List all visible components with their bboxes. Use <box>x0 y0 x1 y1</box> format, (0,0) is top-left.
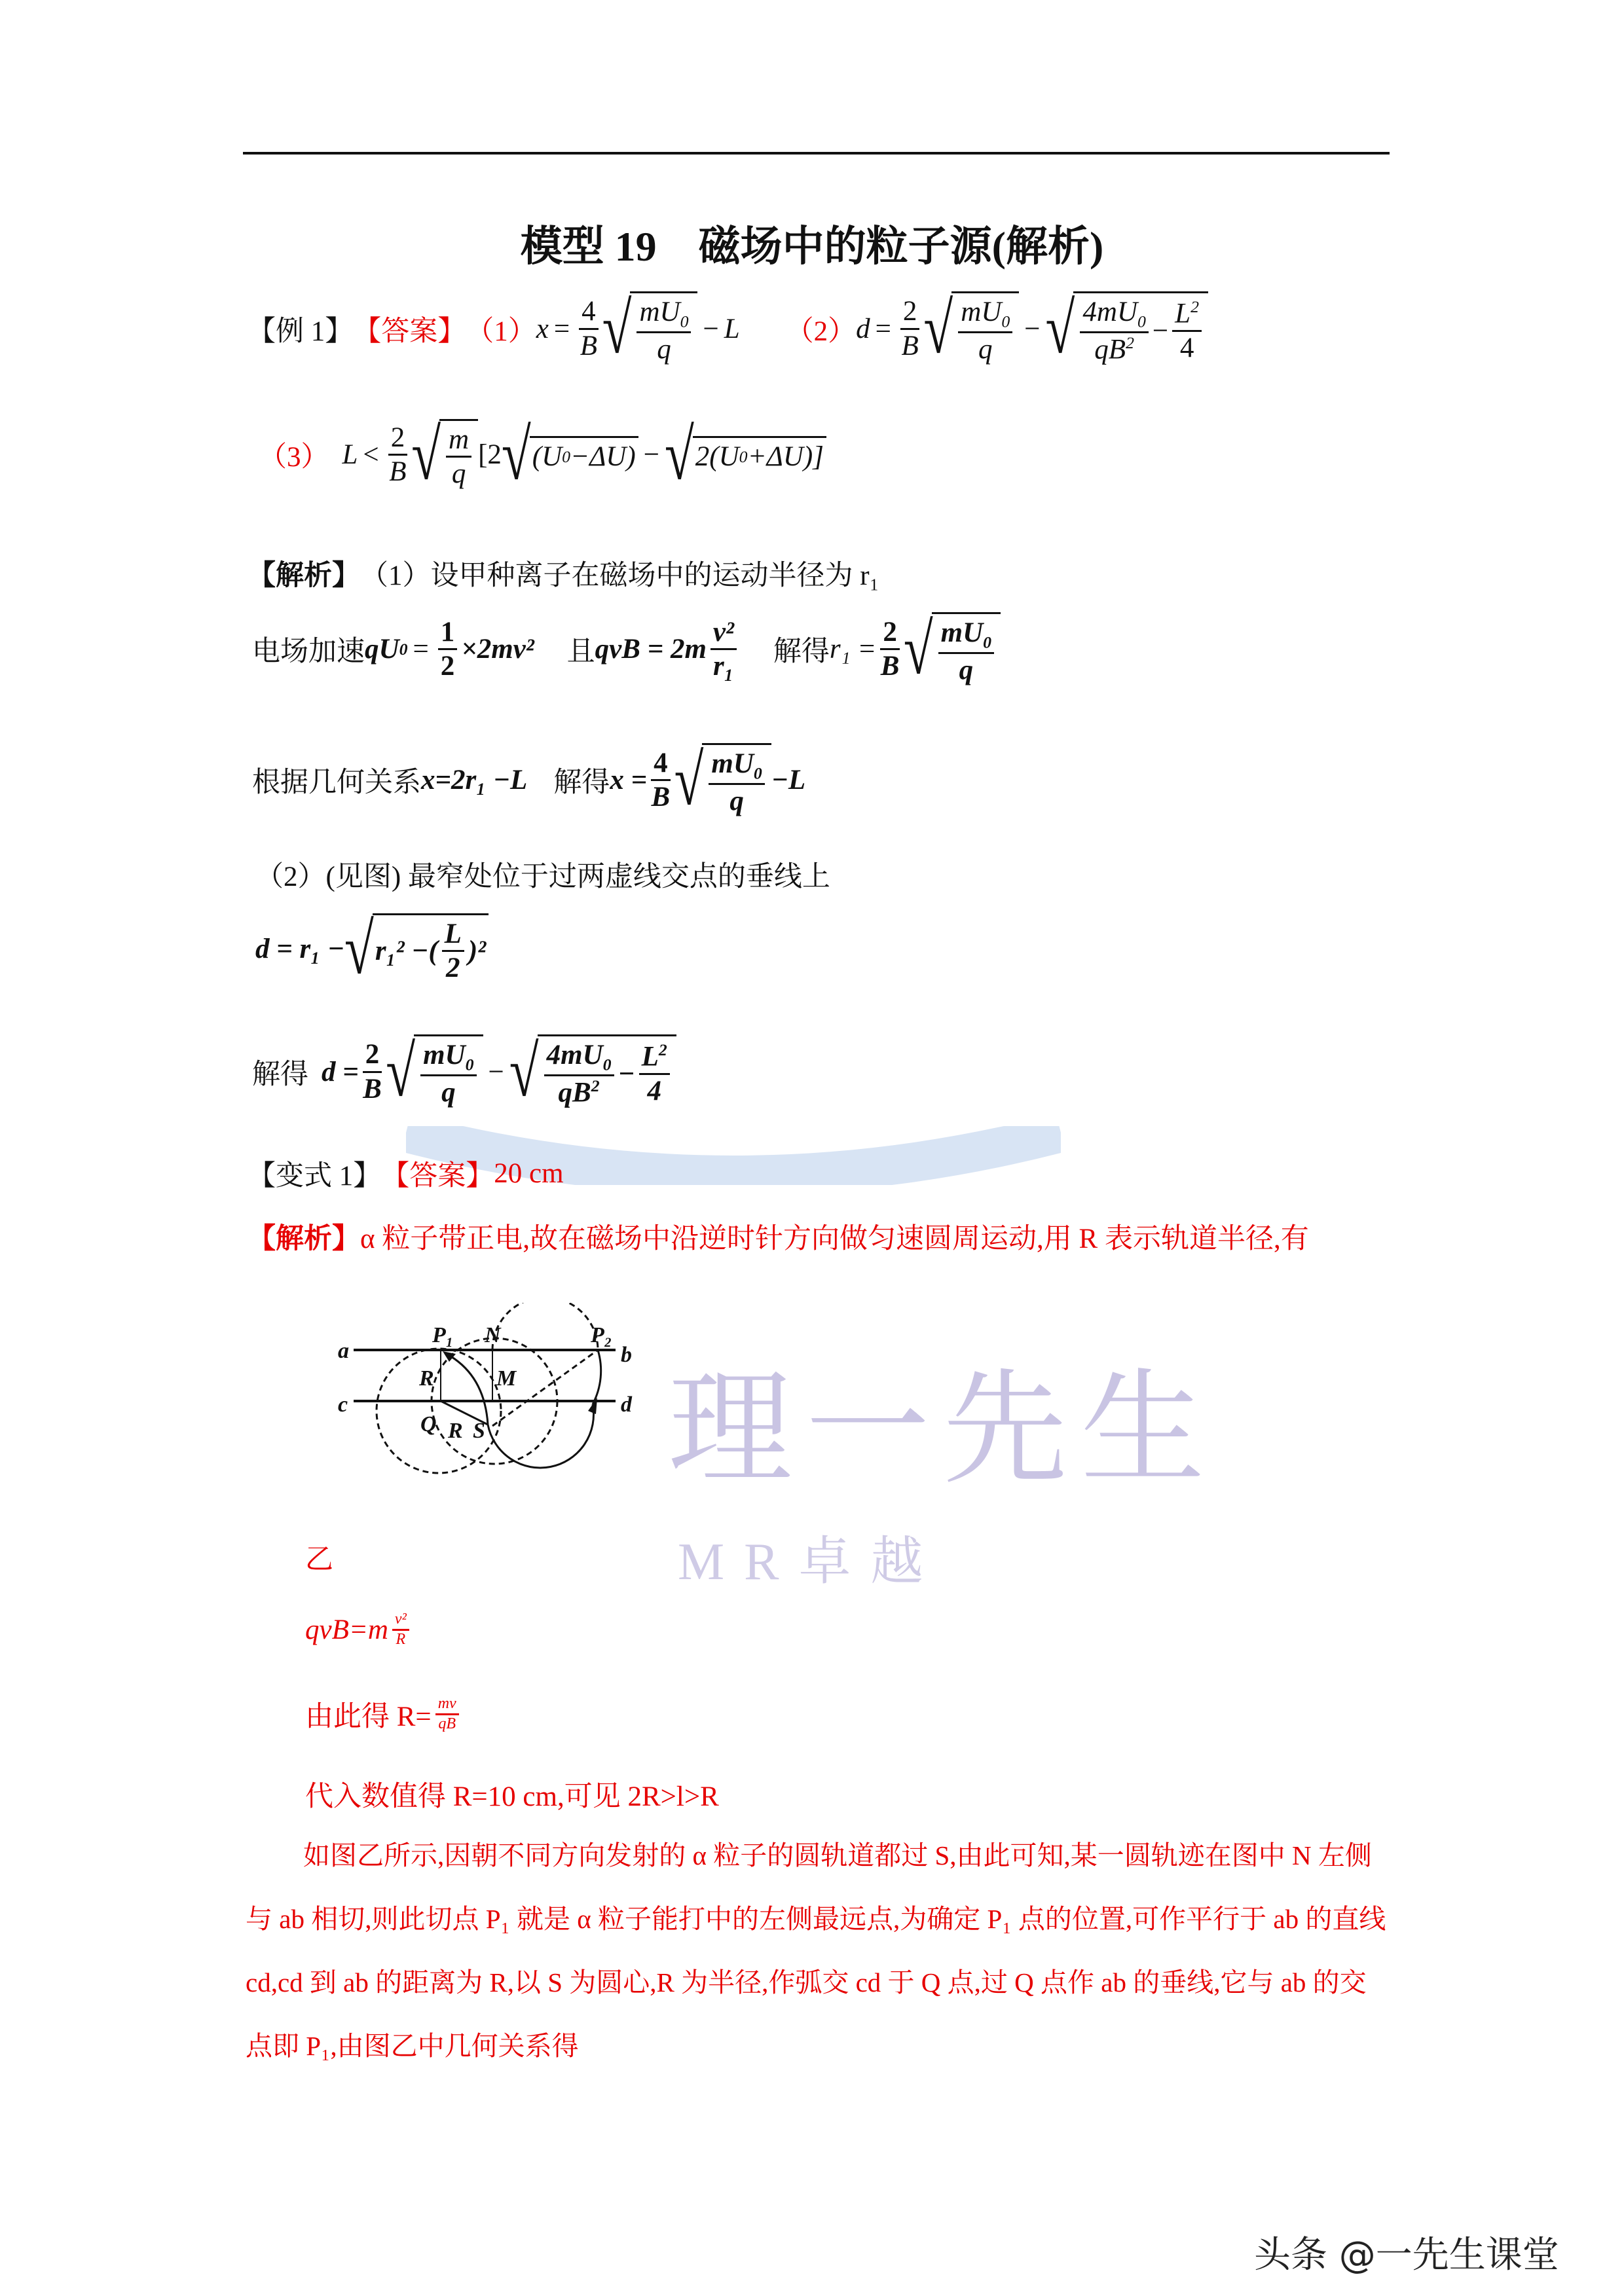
op: − <box>643 439 659 470</box>
text: 电场加速 <box>252 636 365 668</box>
part-label: （3） <box>259 441 329 473</box>
text: r₁ = <box>829 634 877 665</box>
op: − <box>618 1059 635 1089</box>
den: q <box>729 786 744 817</box>
solution-step1 <box>248 553 879 593</box>
text: qvB=m <box>305 1614 388 1645</box>
num: mU <box>940 617 984 648</box>
fraction <box>388 422 408 488</box>
label-p2: P₂ <box>591 1323 612 1347</box>
sub: 0 <box>465 1055 474 1074</box>
num: 4 <box>579 295 599 329</box>
op: − <box>488 1056 504 1087</box>
den: B <box>880 651 900 682</box>
label-m: M <box>496 1366 517 1391</box>
sqrt: √ $\frac{4mU_0}{qB^2}$ − $\frac{L^2}{4}$ <box>509 1034 676 1109</box>
text: [2 <box>478 439 502 470</box>
num: mU <box>423 1040 466 1071</box>
example1-answer-part3 <box>259 414 826 495</box>
text: +ΔU)] <box>747 441 824 473</box>
op: < <box>363 439 379 470</box>
d-formula-2 <box>252 1031 676 1112</box>
text: r₁² −( <box>375 936 438 967</box>
sub: 0 <box>983 632 992 652</box>
den: qB <box>1094 334 1126 365</box>
den: 4 <box>647 1076 661 1107</box>
text: d = <box>322 1056 359 1087</box>
den: qB <box>558 1077 591 1108</box>
source-watermark: 头条 @一先生课堂 <box>1254 2234 1559 2276</box>
num: mv <box>435 1695 459 1715</box>
label-c: c <box>338 1393 348 1417</box>
text: x=2r₁ −L <box>421 765 528 796</box>
dashed-arc-right <box>492 1303 598 1350</box>
var: x <box>536 313 549 344</box>
num: 4mU <box>546 1040 603 1070</box>
den: 2 <box>440 651 455 682</box>
label-q: Q <box>420 1412 437 1436</box>
text: （2）(见图) 最窄处位于过两虚线交点的垂线上 <box>255 862 830 892</box>
example-tag: 【例 1】 <box>248 316 354 347</box>
den: B <box>651 782 671 813</box>
text: 解得 <box>252 1059 308 1090</box>
op: = <box>553 313 570 344</box>
sup: 2 <box>591 1076 600 1096</box>
sub: 0 <box>680 312 689 331</box>
sub: 0 <box>1001 312 1010 331</box>
den: q <box>959 655 974 686</box>
op: − <box>703 313 719 344</box>
answer-tag: 【答案】 <box>353 316 466 347</box>
sqrt: √ r₁² −( $\frac{L}{2}$ )² <box>344 913 489 985</box>
text: 解得 <box>553 767 610 799</box>
var: L <box>342 439 358 470</box>
num: m <box>446 424 471 458</box>
sqrt: √ $\frac{4mU_0}{qB^2}$ − $\frac{L^2}{4}$ <box>1046 291 1208 366</box>
op: = <box>875 313 891 344</box>
d-formula-1 <box>255 908 489 989</box>
fraction <box>579 295 599 362</box>
sqrt: √ $\frac{mU_0}{q}$ <box>674 743 771 818</box>
den: B <box>363 1073 382 1104</box>
equation-r <box>305 1694 463 1734</box>
label-r: R <box>419 1366 434 1391</box>
text: 且 <box>566 636 595 668</box>
sup: 2 <box>1126 333 1134 353</box>
text: )² <box>468 936 487 967</box>
solution-equations <box>252 608 1001 689</box>
op: − <box>1152 316 1169 346</box>
fraction <box>438 616 458 683</box>
text: （1）设甲种离子在磁场中的运动半径为 r₁ <box>360 560 879 591</box>
answer-tag: 【答案】 <box>381 1161 494 1192</box>
fraction <box>880 616 900 683</box>
num: L <box>442 918 464 952</box>
sup: 2 <box>658 1040 667 1060</box>
explanation-paragraph: 如图乙所示,因朝不同方向发射的 α 粒子的圆轨道都过 S,由此可知,某一圆轨迹在图中 N 左侧与 ab 相切,则此切点 P₁ 就是 α 粒子能打中的左侧最远点,为确定 P₁ 点的位置,可作平行于 ab 的直线 cd,cd 到 ab 的距离为 R,以 S 为圆心,R 为半径,作弧交 cd 于 Q 点,过 Q 点作 ab 的垂线,它与 ab 的交点即 P₁,由图乙中几何关系得 <box>246 1840 1386 2061</box>
label-s: S <box>473 1419 485 1443</box>
variant1-answer <box>248 1154 564 1194</box>
fraction <box>710 616 737 683</box>
label-d: d <box>621 1393 632 1417</box>
sub: 0 <box>739 446 748 466</box>
label-a: a <box>338 1339 349 1363</box>
var: L <box>724 313 740 344</box>
op: = <box>413 634 429 665</box>
sqrt: √ $\frac{mU_0}{q}$ <box>904 612 1001 687</box>
equation-substitution: 代入数值得 R=10 cm,可见 2R>l>R <box>305 1781 719 1812</box>
den: B <box>901 330 919 361</box>
text: α 粒子带正电,故在磁场中沿逆时针方向做匀速圆周运动,用 R 表示轨道半径,有 <box>360 1224 1309 1254</box>
variant1-solution <box>248 1216 1309 1256</box>
sub: 0 <box>562 446 571 466</box>
diagram-caption: 乙 <box>305 1544 333 1575</box>
label-n: N <box>485 1323 501 1347</box>
text: x = <box>610 765 648 796</box>
num: mU <box>639 297 680 328</box>
den: B <box>389 456 407 487</box>
num: v² <box>392 1611 409 1631</box>
var: d <box>856 313 870 344</box>
num: 4 <box>651 747 671 781</box>
den: q <box>657 334 671 365</box>
equation-qvb <box>305 1611 413 1649</box>
sup: 2 <box>1190 297 1199 317</box>
sub: 0 <box>753 763 762 783</box>
solution-tag: 【解析】 <box>248 560 360 591</box>
num: 2 <box>388 422 408 456</box>
text: 解得 <box>773 636 830 668</box>
sqrt: √ $\frac{m}{q}$ <box>411 419 478 490</box>
fraction <box>392 1611 409 1649</box>
trajectory-arc <box>488 1404 593 1468</box>
watermark-text: 理一先生 <box>668 1357 1219 1501</box>
den: 2 <box>446 953 460 984</box>
sub: 0 <box>1137 312 1146 331</box>
text: qvB = 2m <box>595 634 707 665</box>
solution-tag: 【解析】 <box>248 1224 360 1254</box>
fraction <box>435 1695 459 1733</box>
dashed-circle-left <box>377 1349 501 1473</box>
header-rule <box>243 152 1390 155</box>
variant-tag: 【变式 1】 <box>248 1161 382 1192</box>
num: v² <box>710 616 737 650</box>
part-label: （1） <box>466 316 536 347</box>
den: r₁ <box>713 651 734 682</box>
den: qB <box>438 1715 456 1732</box>
label-r: R <box>448 1419 463 1443</box>
answer-value: 20 cm <box>494 1158 564 1189</box>
den: q <box>451 458 466 490</box>
op: − <box>1024 313 1041 344</box>
num: 2 <box>880 616 900 650</box>
den: q <box>441 1077 456 1108</box>
text: qU <box>365 634 399 665</box>
text: 根据几何关系 <box>252 767 421 799</box>
geometry-line <box>252 739 806 820</box>
fraction <box>651 747 671 814</box>
trajectory-diagram <box>327 1303 648 1480</box>
text: −L <box>771 765 806 796</box>
text: 2(U <box>695 441 739 473</box>
num: L <box>641 1041 659 1072</box>
den: q <box>978 334 993 365</box>
label-b: b <box>621 1343 632 1367</box>
watermark-subtext: MR卓越 <box>678 1533 943 1591</box>
example1-answer-line <box>248 288 1208 369</box>
den: B <box>580 330 597 361</box>
sub: 0 <box>602 1055 612 1074</box>
num: 2 <box>900 295 920 329</box>
num: L <box>1175 298 1191 329</box>
text: d = r₁ − <box>255 933 345 964</box>
text: −ΔU) <box>570 441 636 473</box>
fraction <box>363 1038 382 1105</box>
num: mU <box>961 297 1002 328</box>
text: ×2mv² <box>461 634 534 665</box>
sqrt: √ 2(U 0 +ΔU)] <box>665 428 826 482</box>
den: R <box>396 1630 406 1648</box>
part-label: （2） <box>785 316 857 347</box>
num: 4mU <box>1082 297 1137 327</box>
text: 由此得 R= <box>305 1702 432 1732</box>
den: 4 <box>1179 333 1194 364</box>
num: 2 <box>363 1038 382 1072</box>
label-p1: P₁ <box>432 1323 454 1347</box>
sqrt: √ $\frac{mU_0}{q}$ <box>386 1034 483 1109</box>
num: 1 <box>438 616 458 650</box>
solution-step2 <box>255 854 830 894</box>
sqrt: √ $\frac{mU_0}{q}$ <box>923 291 1019 366</box>
sub: 0 <box>399 639 408 659</box>
page-title: 模型 19 磁场中的粒子源(解析) <box>520 223 1104 270</box>
arrow-icon <box>443 1351 456 1362</box>
sqrt: √ (U 0 −ΔU) <box>502 428 638 482</box>
fraction <box>900 295 920 362</box>
num: mU <box>711 748 754 779</box>
text: (U <box>532 441 563 473</box>
sqrt: √ $\frac{mU_0}{q}$ <box>602 291 698 366</box>
